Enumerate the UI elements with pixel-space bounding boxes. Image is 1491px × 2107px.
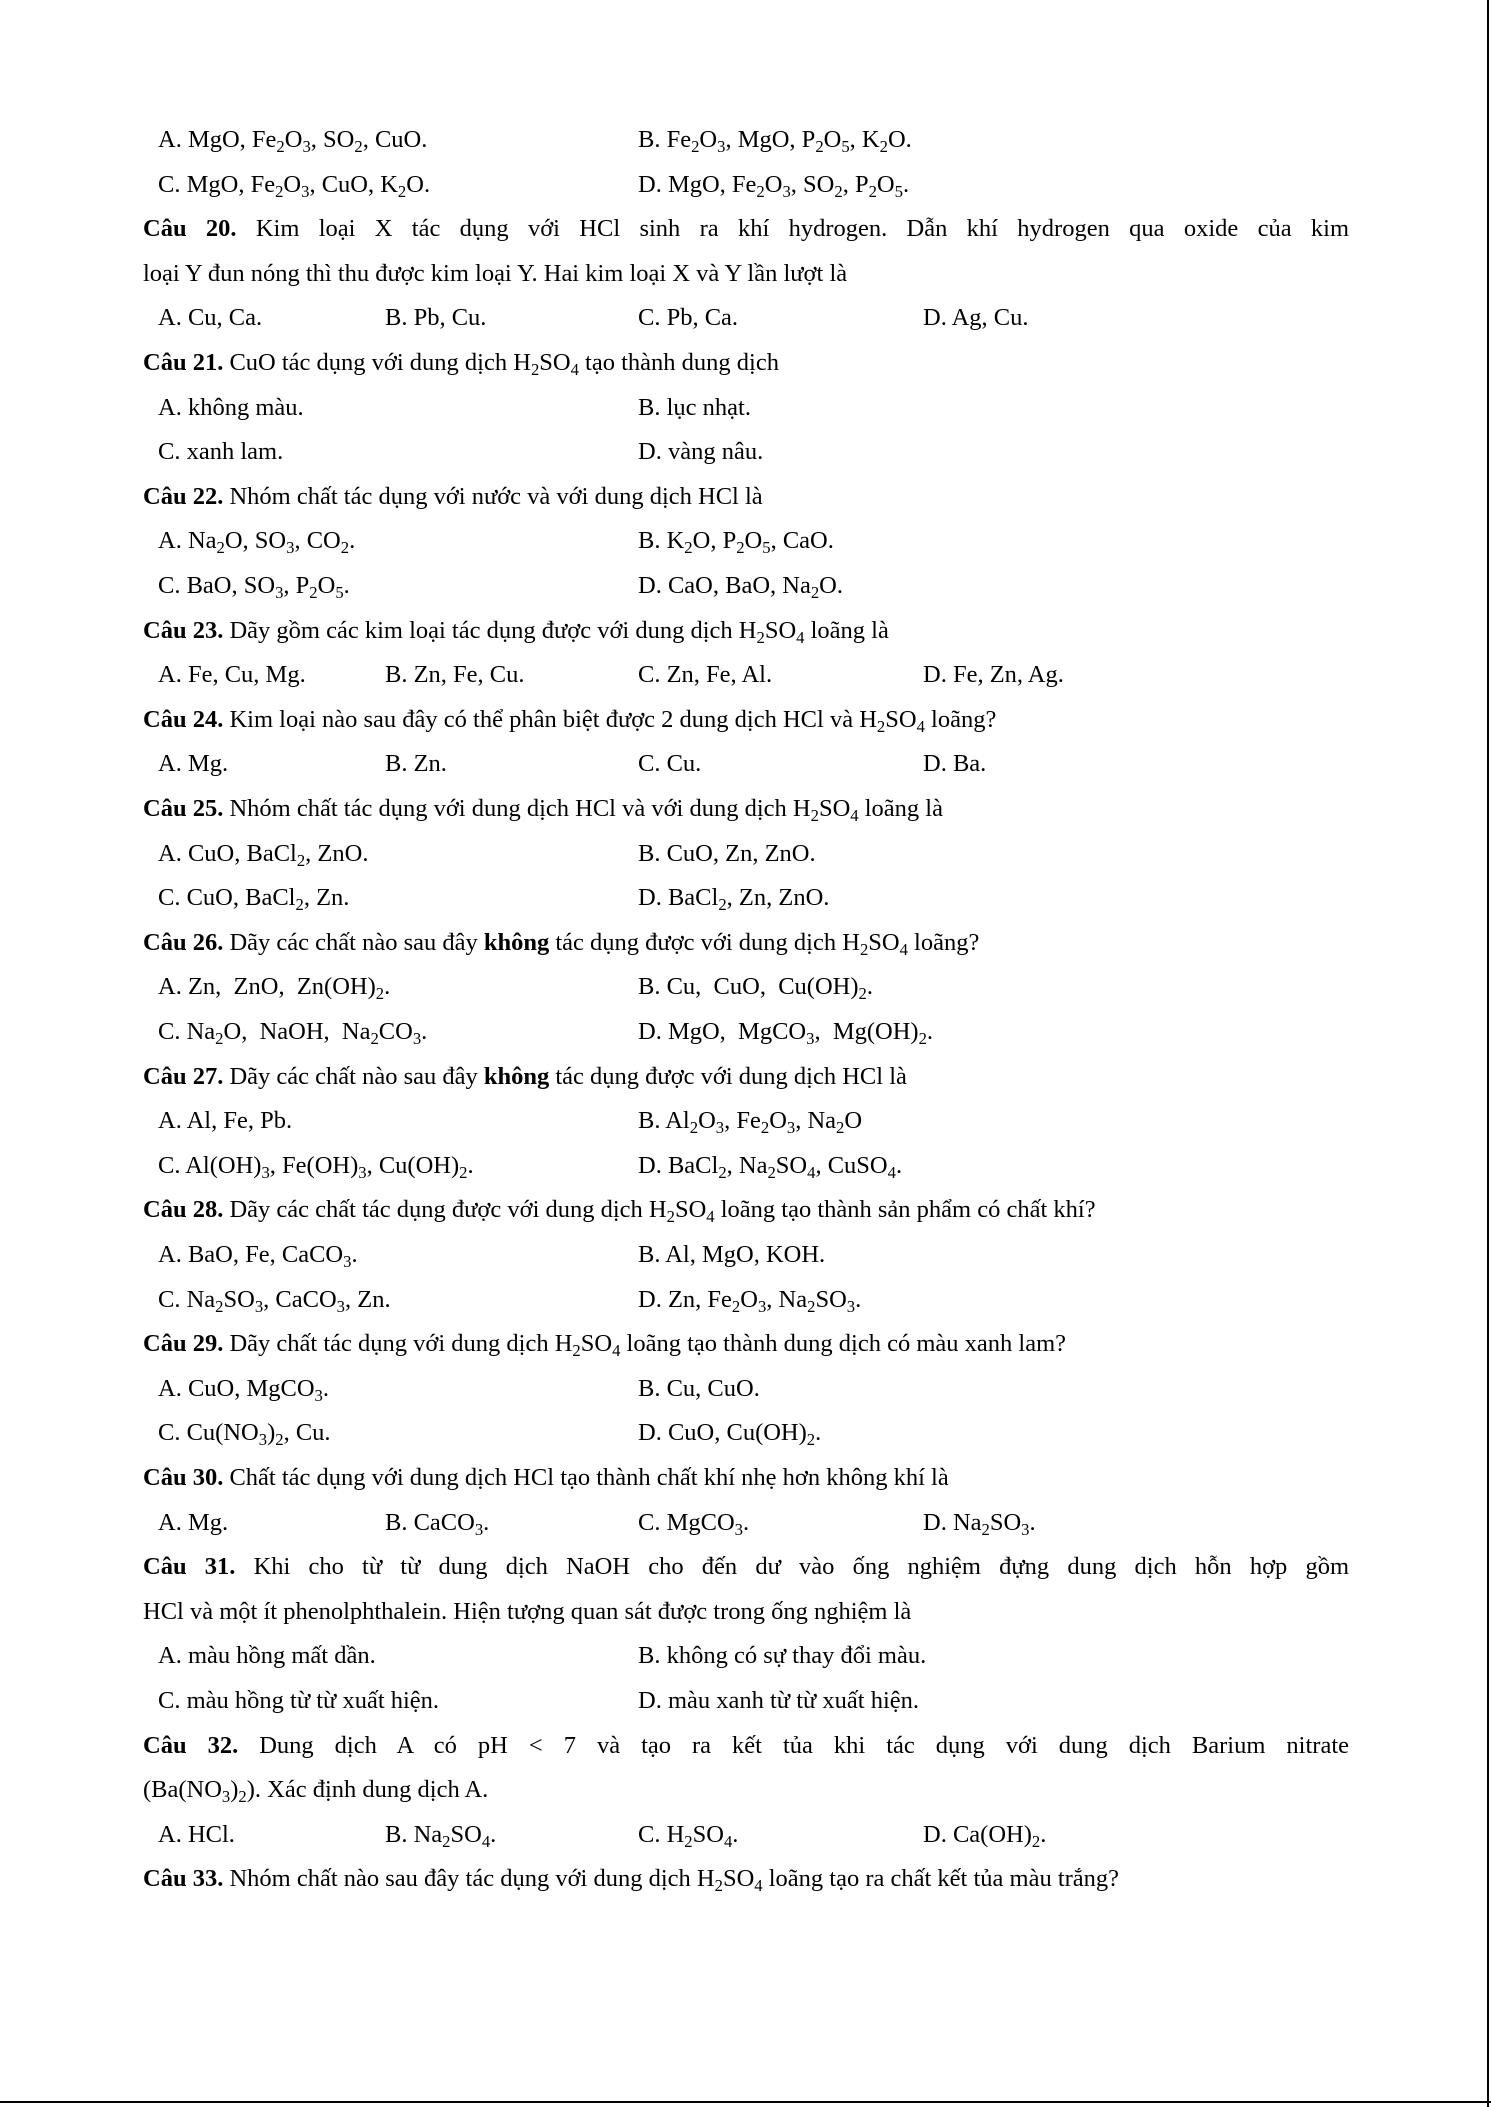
answer-option: B. lục nhạt. [638,393,751,421]
question-number: Câu 29. [143,1330,224,1358]
answer-option: A. HCl. [158,1820,235,1848]
question-text: Dung dịch A có pH < 7 và tạo ra kết tủa khi tác dụng với dung dịch Barium nitrate [259,1731,1349,1759]
question-stem [143,1552,1349,1582]
question-text: CuO tác dụng với dung dịch $H_2SO_4$ tạo thành dung dịch [229,349,779,379]
question-number: Câu 31. [143,1553,236,1581]
question-text: Kim loại nào sau đây có thể phân biệt được 2 dung dịch HCl và $H_2SO_4$ loãng? [229,705,997,736]
answer-option: D. CuO, $Cu(OH)_2$. [638,1419,822,1450]
answer-option: B. $Fe_2O_3$, MgO, $P_2O_5$, $K_2O$. [638,126,912,156]
question-number: Câu 33. [143,1865,224,1893]
answer-option: A. CuO, MgCO$_3$. [158,1374,329,1405]
question-text: Chất tác dụng với dung dịch HCl tạo thành chất khí nhẹ hơn không khí là [229,1464,949,1491]
answer-option: D. MgO, $Fe_2O_3$, $SO_2$, $P_2O_5$. [638,170,910,201]
answer-option: D. Fe, Zn, Ag. [923,661,1064,689]
answer-option: B. $K_2O$, $P_2O_5$, CaO. [638,527,834,558]
question-stem [143,214,1349,244]
question-number: Câu 26. [143,928,224,956]
answer-option: C. CuO, BaCl$_2$, Zn. [158,884,350,915]
question-stem-continued [143,1597,911,1627]
question-text: loại Y đun nóng thì thu được kim loại Y. Hai kim loại X và Y lần lượt là [143,259,848,287]
question-number: Câu 27. [143,1062,224,1090]
answer-option: A. BaO, Fe, CaCO$_3$. [158,1241,358,1271]
answer-option: C. Cu. [638,750,702,778]
answer-option: C. MgO, $Fe_2O_3$, CuO, $K_2O$. [158,170,431,201]
question-stem [143,1062,907,1092]
question-stem [143,794,943,824]
question-number: Câu 24. [143,705,224,733]
question-number: Câu 25. [143,795,224,822]
answer-option: C. $H_2SO_4$. [638,1820,739,1851]
answer-option: B. Al, MgO, KOH. [638,1241,826,1268]
question-text: HCl và một ít phenolphthalein. Hiện tượng quan sát được trong ống nghiệm là [143,1597,912,1625]
question-number: Câu 30. [143,1464,224,1491]
answer-option: B. Zn. [385,750,447,778]
answer-option: B. $Al_2O_3$, $Fe_2O_3$, $Na_2O$ [638,1107,863,1138]
answer-option: C. BaO, $SO_3$, $P_2O_5$. [158,572,350,602]
question-stem [143,1731,1349,1761]
answer-option: D. Zn, $Fe_2O_3$, $Na_2SO_3$. [638,1285,862,1316]
answer-option: D. vàng nâu. [638,438,764,466]
answer-option: C. Zn, Fe, Al. [638,661,773,689]
answer-option: D. CaO, BaO, $Na_2O$. [638,572,843,602]
question-text: Dãy chất tác dụng với dung dịch $H_2SO_4$ loãng tạo thành dung dịch có màu xanh lam? [229,1330,1067,1361]
answer-option: C. $Cu(NO_3)_2$, Cu. [158,1419,331,1450]
answer-option: B. CuO, Zn, ZnO. [638,839,816,867]
question-stem [143,348,779,378]
question-text: Dãy các chất tác dụng được với dung dịch $H_2SO_4$ loãng tạo thành sản phẩm có chất khí? [229,1196,1096,1227]
question-text: Dãy các chất nào sau đây không tác dụng được với dung dịch HCl là [229,1062,907,1090]
question-text: Kim loại X tác dụng với HCl sinh ra khí hydrogen. Dẫn khí hydrogen qua oxide của kim [255,215,1350,243]
answer-option: A. Cu, Ca. [158,304,263,332]
answer-option: C. $Na_2SO_3$, CaCO$_3$, Zn. [158,1285,391,1316]
answer-option: A. Fe, Cu, Mg. [158,661,306,689]
answer-option: B. Zn, Fe, Cu. [385,661,525,689]
question-stem [143,1195,1096,1225]
question-stem [143,1463,949,1493]
question-text: Nhóm chất tác dụng với dung dịch HCl và với dung dịch $H_2SO_4$ loãng là [229,795,943,825]
answer-option: C. Pb, Ca. [638,304,739,332]
question-text: Dãy các chất nào sau đây không tác dụng được với dung dịch $H_2SO_4$ loãng? [229,928,980,959]
question-stem [143,616,889,646]
answer-option: C. $Na_2O$, NaOH, $Na_2CO_3$. [158,1018,428,1048]
question-text: Khi cho từ từ dung dịch NaOH cho đến dư vào ống nghiệm đựng dung dịch hỗn hợp gồm [253,1553,1350,1581]
answer-option: A. MgO, $Fe_2O_3$, $SO_2$, CuO. [158,126,428,156]
question-number: Câu 21. [143,349,224,376]
answer-option: D. Ag, Cu. [923,304,1029,332]
question-number: Câu 23. [143,616,224,644]
answer-option: D. Ba. [923,750,987,778]
answer-option: A. Mg. [158,750,229,778]
answer-option: C. màu hồng từ từ xuất hiện. [158,1687,440,1714]
answer-option: A. $Na_2O$, $SO_3$, $CO_2$. [158,527,356,558]
answer-option: C. MgCO$_3$. [638,1508,750,1539]
answer-option: B. Pb, Cu. [385,304,487,332]
answer-option: B. Cu, CuO. [638,1374,760,1402]
question-text: Nhóm chất tác dụng với nước và với dung dịch HCl là [229,482,763,510]
answer-option: B. CaCO$_3$. [385,1508,490,1539]
question-stem-continued [143,1775,488,1805]
answer-option: C. xanh lam. [158,438,284,466]
question-text: Nhóm chất nào sau đây tác dụng với dung dịch $H_2SO_4$ loãng tạo ra chất kết tủa màu trắng? [229,1865,1120,1896]
answer-option: B. Cu, CuO, $Cu(OH)_2$. [638,973,873,1004]
answer-option: A. không màu. [158,393,304,421]
answer-option: D. $Na_2SO_3$. [923,1508,1036,1539]
question-number: Câu 32. [143,1731,239,1759]
answer-option: D. BaCl$_2$, Zn, ZnO. [638,884,830,915]
answer-option: A. CuO, BaCl$_2$, ZnO. [158,839,369,870]
question-stem [143,705,996,735]
question-text: $(Ba(NO_3)_2)$. Xác định dung dịch A. [143,1776,489,1807]
answer-option: C. $Al(OH)_3$, $Fe(OH)_3$, $Cu(OH)_2$. [158,1151,474,1182]
question-text: Dãy gồm các kim loại tác dụng được với dung dịch $H_2SO_4$ loãng là [229,616,889,647]
answer-option: A. màu hồng mất dần. [158,1642,376,1670]
question-stem-continued [143,259,847,289]
question-stem [143,482,763,512]
question-stem [143,1329,1066,1359]
question-stem [143,928,979,958]
answer-option: A. Al, Fe, Pb. [158,1107,293,1135]
question-number: Câu 28. [143,1196,224,1224]
answer-option: D. MgO, MgCO$_3$, $Mg(OH)_2$. [638,1018,934,1048]
answer-option: D. $Ca(OH)_2$. [923,1820,1047,1851]
question-stem [143,1864,1119,1894]
bottom-border-line [0,2101,1491,2103]
answer-option: A. Zn, ZnO, $Zn(OH)_2$. [158,973,391,1004]
answer-option: D. màu xanh từ từ xuất hiện. [638,1687,920,1714]
answer-option: B. $Na_2SO_4$. [385,1820,497,1851]
right-border-line [1487,0,1489,2107]
answer-option: D. BaCl$_2$, $Na_2SO_4$, CuSO$_4$. [638,1151,903,1182]
answer-option: B. không có sự thay đổi màu. [638,1642,927,1670]
question-number: Câu 20. [143,215,237,243]
question-number: Câu 22. [143,482,224,510]
answer-option: A. Mg. [158,1508,229,1536]
